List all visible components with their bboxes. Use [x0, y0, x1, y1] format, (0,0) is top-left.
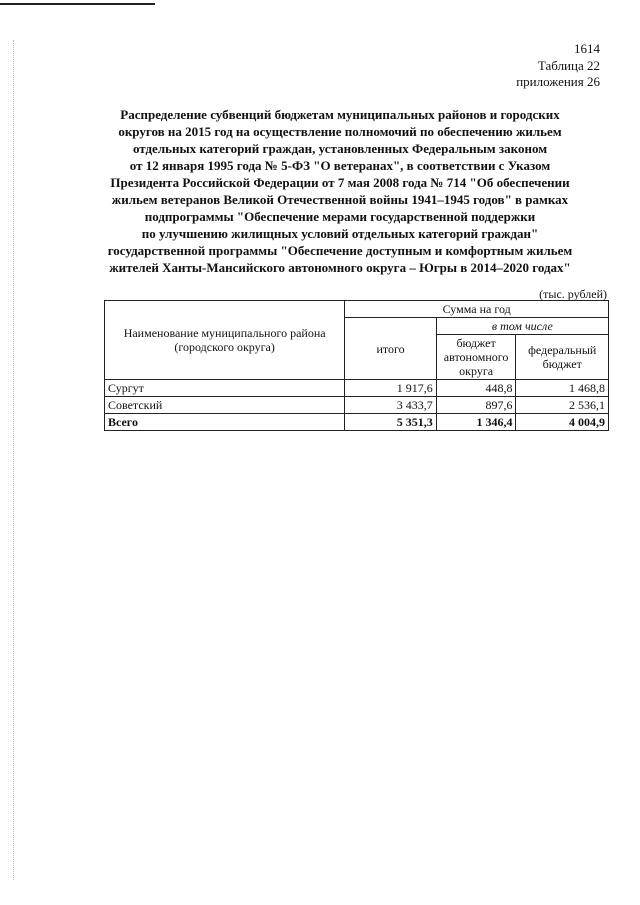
title-line: Президента Российской Федерации от 7 мая 2008 года № 714 "Об обеспечении	[110, 175, 570, 190]
title-line: округов на 2015 год на осуществление полномочий по обеспечению жильем	[118, 124, 562, 139]
table-row	[105, 397, 609, 414]
header-federal: федеральный бюджет	[516, 335, 609, 380]
cell-name: Советский	[105, 397, 345, 414]
header-name: Наименование муниципального района (городского округа)	[105, 301, 345, 380]
header-total: итого	[345, 318, 436, 380]
cell-name: Всего	[105, 414, 345, 431]
unit-label: (тыс. рублей)	[539, 287, 607, 301]
subsidy-table	[104, 300, 609, 431]
cell-federal: 1 468,8	[516, 380, 609, 397]
table-label: Таблица 22	[537, 58, 600, 73]
cell-regional: 448,8	[436, 380, 516, 397]
header-annual-sum: Сумма на год	[345, 301, 609, 318]
title-line: по улучшению жилищных условий отдельных категорий граждан"	[141, 226, 539, 241]
title-line: Распределение субвенций бюджетам муниципальных районов и городских	[120, 107, 560, 122]
cell-regional: 1 346,4	[436, 414, 516, 431]
header-including: в том числе	[436, 318, 608, 335]
title-line: жильем ветеранов Великой Отечественной войны 1941–1945 годов" в рамках	[111, 192, 569, 207]
document-title	[60, 106, 620, 276]
title-line: подпрограммы "Обеспечение мерами государственной поддержки	[144, 209, 536, 224]
cell-total: 1 917,6	[345, 380, 436, 397]
title-line: от 12 января 1995 года № 5-ФЗ "О ветеранах", в соответствии с Указом	[129, 158, 551, 173]
cell-total: 3 433,7	[345, 397, 436, 414]
header-regional: бюджет автономного округа	[436, 335, 516, 380]
cell-federal: 4 004,9	[516, 414, 609, 431]
title-line: отдельных категорий граждан, установленных Федеральным законом	[132, 141, 548, 156]
annex-reference	[516, 58, 600, 90]
title-line: государственной программы "Обеспечение доступным и комфортным жильем	[107, 243, 573, 258]
cell-regional: 897,6	[436, 397, 516, 414]
annex-label: приложения 26	[516, 74, 600, 89]
cell-name: Сургут	[105, 380, 345, 397]
scan-margin-dots	[13, 40, 14, 880]
page-number: 1614	[574, 41, 600, 56]
title-line: жителей Ханты-Мансийского автономного округа – Югры в 2014–2020 годах"	[109, 260, 571, 275]
total-row	[105, 414, 609, 431]
table-row	[105, 380, 609, 397]
cell-federal: 2 536,1	[516, 397, 609, 414]
top-rule	[0, 3, 155, 5]
header-row	[105, 301, 609, 318]
cell-total: 5 351,3	[345, 414, 436, 431]
